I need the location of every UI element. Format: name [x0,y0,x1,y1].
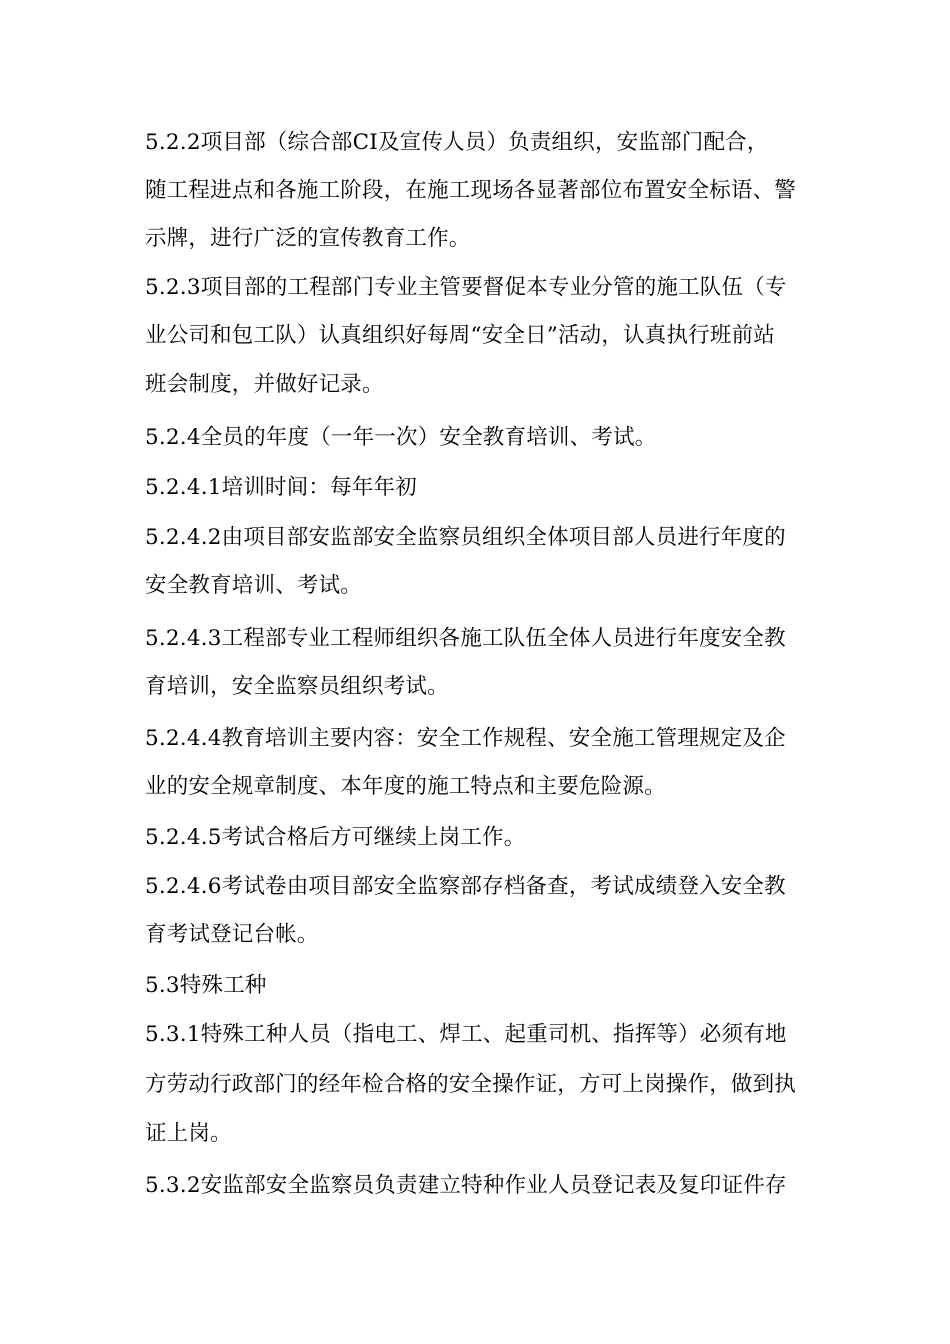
text-line: 育考试登记台帐。 [145,922,319,947]
text-line: 5.2.3项目部的工程部门专业主管要督促本专业分管的施工队伍（专 [145,275,787,300]
text-line: 5.3.2安监部安全监察员负责建立特种作业人员登记表及复印证件存 [145,1173,787,1198]
text-line: 5.2.4全员的年度（一年一次）安全教育培训、考试。 [145,425,657,450]
text-line: 5.3特殊工种 [145,973,267,998]
text-line: 班会制度，并做好记录。 [145,372,384,397]
text-line: 安全教育培训、考试。 [145,573,363,598]
text-line: 业的安全规章制度、本年度的施工特点和主要危险源。 [145,774,666,799]
text-line: 5.3.1特殊工种人员（指电工、焊工、起重司机、指挥等）必须有地 [145,1022,787,1047]
text-line: 示牌，进行广泛的宣传教育工作。 [145,226,471,251]
text-line: 5.2.4.6考试卷由项目部安全监察部存档备查，考试成绩登入安全教 [145,874,786,899]
text-line: 5.2.4.5考试合格后方可继续上岗工作。 [145,825,526,850]
text-line: 5.2.2项目部（综合部CI及宣传人员）负责组织，安监部门配合， [145,130,769,155]
text-line: 育培训，安全监察员组织考试。 [145,674,449,699]
text-line: 5.2.4.1培训时间：每年年初 [145,475,417,500]
text-line: 证上岗。 [145,1121,232,1146]
text-line: 随工程进点和各施工阶段，在施工现场各显著部位布置安全标语、警 [145,178,797,203]
text-line: 5.2.4.3工程部专业工程师组织各施工队伍全体人员进行年度安全教 [145,626,786,651]
text-line: 方劳动行政部门的经年检合格的安全操作证，方可上岗操作，做到执 [145,1072,797,1097]
text-line: 业公司和包工队）认真组织好每周“安全日”活动，认真执行班前站 [145,323,775,348]
text-line: 5.2.4.2由项目部安监部安全监察员组织全体项目部人员进行年度的 [145,525,786,550]
text-line: 5.2.4.4教育培训主要内容：安全工作规程、安全施工管理规定及企 [145,726,786,751]
